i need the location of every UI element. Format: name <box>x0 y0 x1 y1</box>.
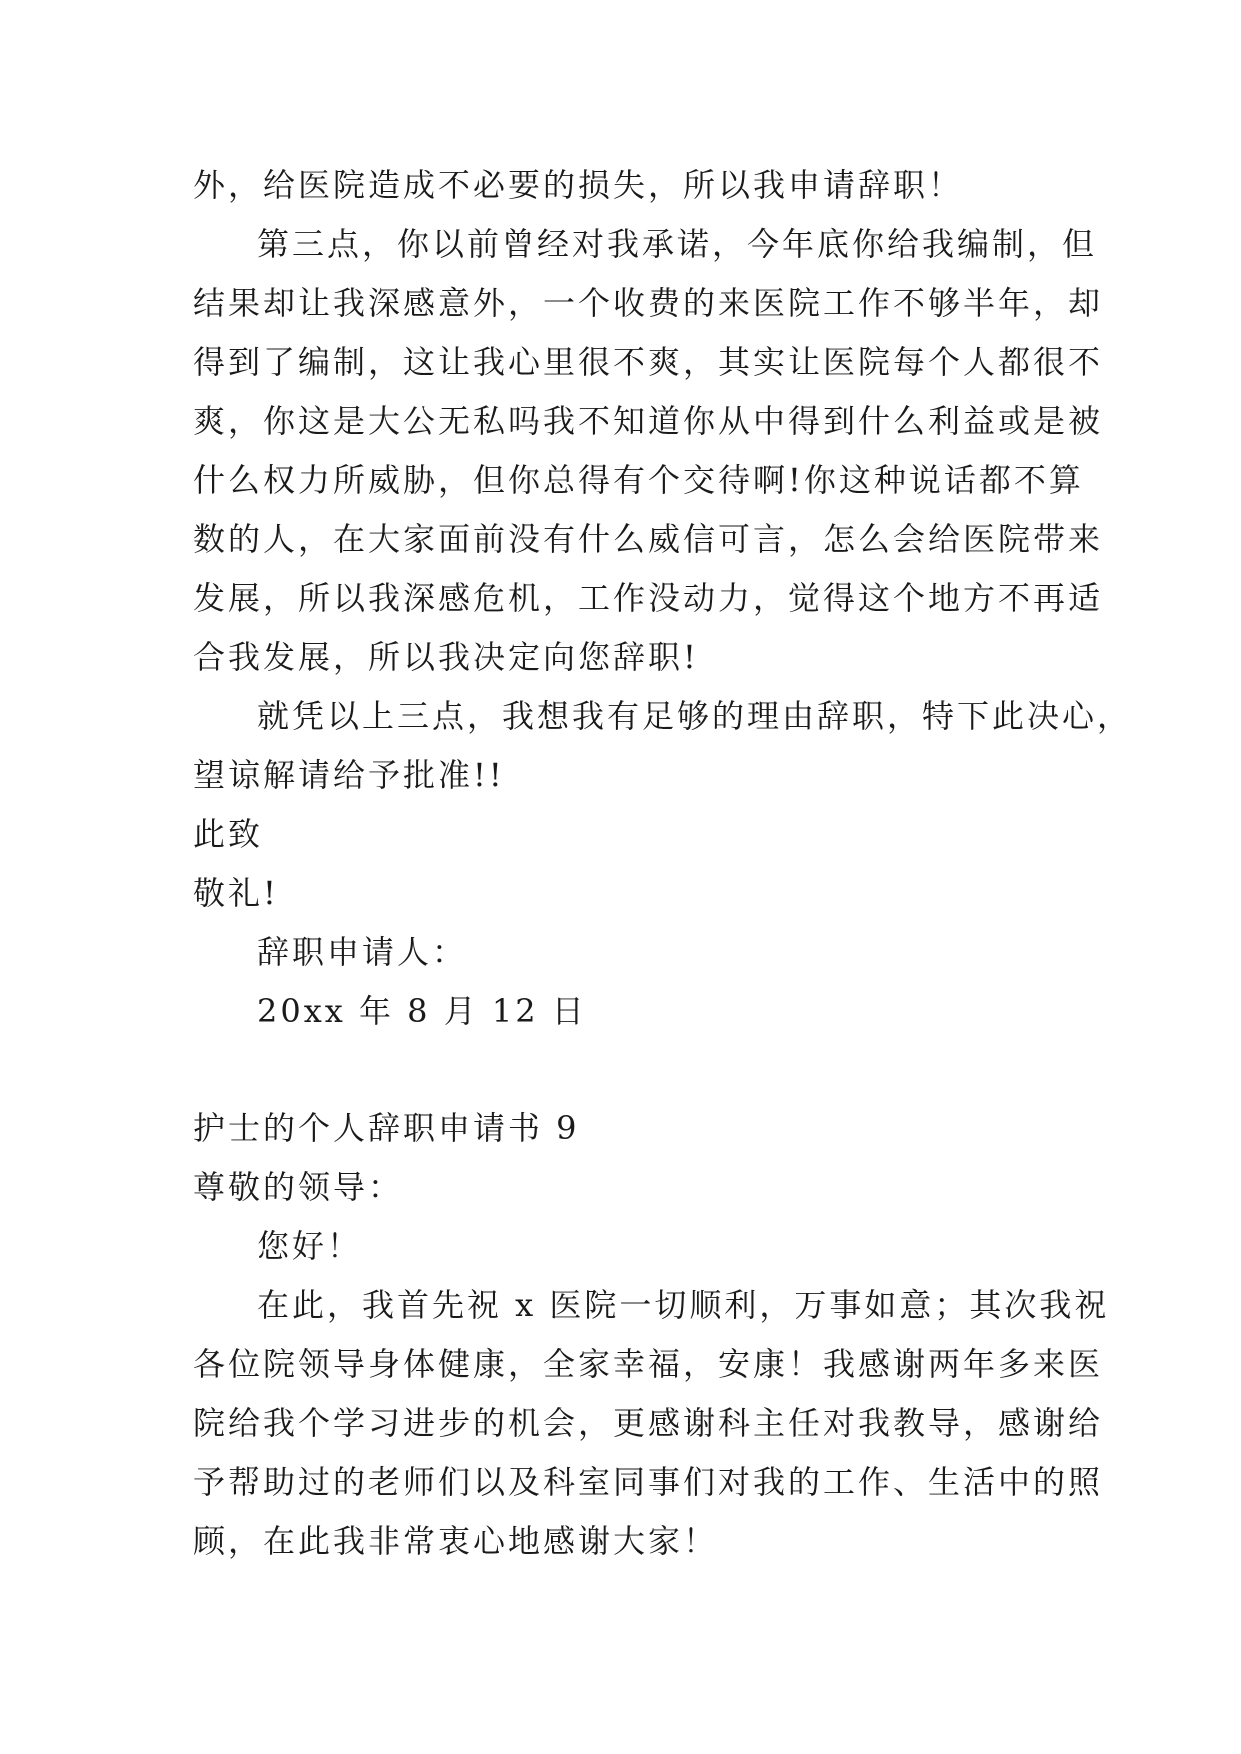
paragraph-line: 院给我个学习进步的机会，更感谢科主任对我教导，感谢给 <box>193 1404 1104 1442</box>
paragraph-line: 发展，所以我深感危机，工作没动力，觉得这个地方不再适 <box>193 579 1104 617</box>
paragraph-line: 外，给医院造成不必要的损失，所以我申请辞职！ <box>193 166 964 204</box>
paragraph-line: 顾，在此我非常衷心地感谢大家！ <box>193 1522 719 1560</box>
paragraph-line: 望谅解请给予批准!! <box>193 756 505 794</box>
paragraph-line: 各位院领导身体健康，全家幸福，安康！我感谢两年多来医 <box>193 1345 1104 1383</box>
paragraph-line: 予帮助过的老师们以及科室同事们对我的工作、生活中的照 <box>193 1463 1104 1501</box>
closing-regards: 敬礼! <box>193 874 279 912</box>
greeting-hello: 您好！ <box>257 1227 363 1265</box>
paragraph-line: 结果却让我深感意外，一个收费的来医院工作不够半年，却 <box>193 284 1104 322</box>
paragraph-line: 就凭以上三点，我想我有足够的理由辞职，特下此决心， <box>257 697 1133 735</box>
signature-date: 20xx 年 8 月 12 日 <box>257 992 587 1030</box>
paragraph-line: 什么权力所威胁，但你总得有个交待啊!你这种说话都不算 <box>193 461 1084 499</box>
paragraph-line: 在此，我首先祝 x 医院一切顺利，万事如意；其次我祝 <box>257 1286 1110 1324</box>
greeting: 尊敬的领导： <box>193 1168 404 1206</box>
closing-salutation: 此致 <box>193 815 264 853</box>
paragraph-line: 爽，你这是大公无私吗我不知道你从中得到什么利益或是被 <box>193 402 1104 440</box>
paragraph-line: 第三点，你以前曾经对我承诺，今年底你给我编制，但 <box>257 225 1098 263</box>
signature-label: 辞职申请人： <box>257 933 468 971</box>
section-title: 护士的个人辞职申请书 9 <box>193 1109 580 1147</box>
paragraph-line: 数的人，在大家面前没有什么威信可言，怎么会给医院带来 <box>193 520 1104 558</box>
paragraph-line: 合我发展，所以我决定向您辞职! <box>193 638 699 676</box>
paragraph-line: 得到了编制，这让我心里很不爽，其实让医院每个人都很不 <box>193 343 1104 381</box>
